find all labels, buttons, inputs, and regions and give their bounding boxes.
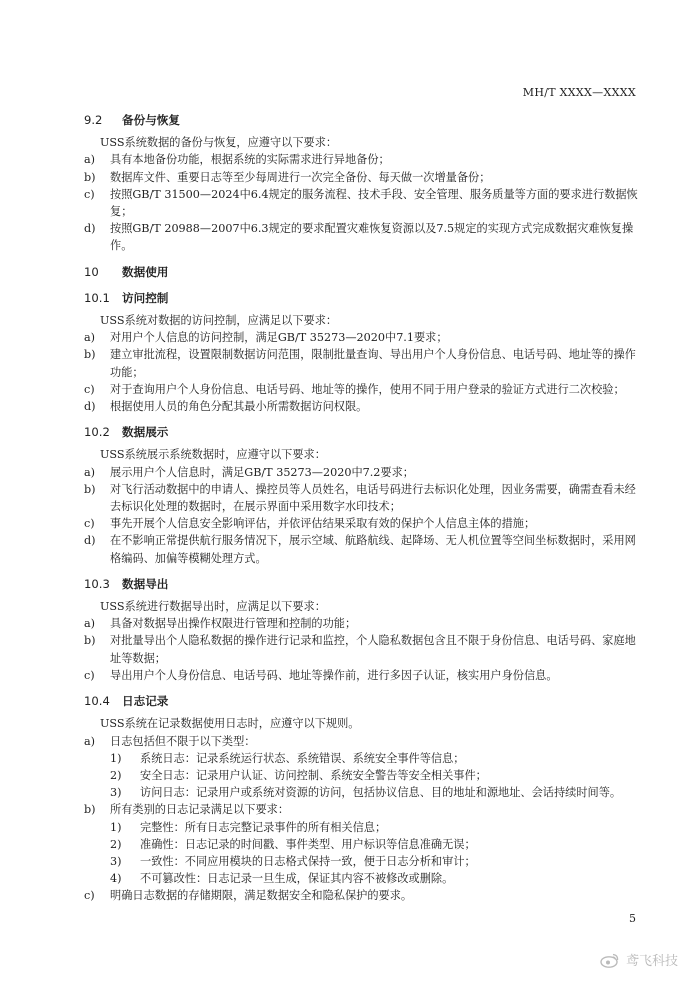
list-item-text: 明确日志数据的存储期限，满足数据安全和隐私保护的要求。 bbox=[110, 889, 413, 903]
sub-list-item-text: 完整性：所有日志完整记录事件的所有相关信息； bbox=[140, 820, 387, 834]
list-item-label: a) bbox=[84, 153, 96, 167]
standard-code: MH/T XXXX—XXXX bbox=[522, 86, 636, 99]
section-title: 备份与恢复 bbox=[122, 113, 180, 127]
sub-list-item-label: 4) bbox=[110, 872, 122, 886]
sub-list-item-text: 准确性：日志记录的时间戳、事件类型、用户标识等信息准确无误； bbox=[140, 837, 476, 851]
section-title: 数据导出 bbox=[122, 576, 169, 591]
sub-list-item bbox=[84, 836, 644, 853]
list-item-text: 对飞行活动数据中的申请人、操控员等人员姓名，电话号码进行去标识化处理，因业务需要，确需查看未经去标识化处理的数据时，在展示界面中采用数字水印技术； bbox=[110, 482, 636, 514]
sub-list-item bbox=[84, 853, 644, 870]
section-number: 10 bbox=[84, 264, 99, 279]
list-item-text: 根据使用人员的角色分配其最小所需数据访问权限。 bbox=[110, 400, 368, 414]
list-item bbox=[84, 632, 644, 666]
list-item-text: 具有本地备份功能，根据系统的实际需求进行异地备份； bbox=[110, 153, 390, 167]
section-heading bbox=[84, 112, 644, 129]
list-item bbox=[84, 532, 644, 566]
list-item-text: 对于查询用户个人身份信息、电话号码、地址等的操作，使用不同于用户登录的验证方式进行二次校验； bbox=[110, 382, 625, 396]
list-item-label: c) bbox=[84, 187, 95, 201]
list-item-label: d) bbox=[84, 534, 96, 548]
list-item bbox=[84, 329, 644, 346]
list-item bbox=[84, 887, 644, 904]
list-item bbox=[84, 801, 644, 818]
list-item-label: d) bbox=[84, 400, 96, 414]
list-item-label: a) bbox=[84, 465, 96, 479]
section-intro: USS系统展示系统数据时，应遵守以下要求： bbox=[100, 448, 326, 462]
section-heading bbox=[84, 424, 644, 441]
sub-list-item bbox=[84, 784, 644, 801]
sub-list-item-text: 不可篡改性：日志记录一旦生成，保证其内容不被修改或删除。 bbox=[140, 872, 454, 886]
list-item bbox=[84, 346, 644, 380]
list-item-text: 导出用户个人身份信息、电话号码、地址等操作前，进行多因子认证，核实用户身份信息。 bbox=[110, 668, 558, 682]
section-intro: USS系统在记录数据使用日志时，应遵守以下规则。 bbox=[100, 717, 360, 731]
list-item-label: a) bbox=[84, 734, 96, 748]
sub-list-item bbox=[84, 870, 644, 887]
section-heading bbox=[84, 693, 644, 710]
list-item-label: b) bbox=[84, 803, 96, 817]
sub-list-item-label: 2) bbox=[110, 768, 122, 782]
section-intro: USS系统进行数据导出时，应满足以下要求： bbox=[100, 600, 326, 614]
section-intro: USS系统数据的备份与恢复，应遵守以下要求： bbox=[100, 136, 338, 150]
sub-list-item-label: 1) bbox=[110, 751, 122, 765]
list-item bbox=[84, 733, 644, 750]
sub-list-item-text: 安全日志：记录用户认证、访问控制、系统安全警告等安全相关事件； bbox=[140, 768, 487, 782]
section-number: 9.2 bbox=[84, 113, 103, 127]
list-item-text: 对批量导出个人隐私数据的操作进行记录和监控，个人隐私数据包含且不限于身份信息、电话号码、家庭地址等数据； bbox=[110, 634, 636, 665]
list-item-text: 建立审批流程，设置限制数据访问范围，限制批量查询、导出用户个人身份信息、电话号码、地址等的操作功能； bbox=[110, 348, 636, 379]
section-title: 数据展示 bbox=[122, 425, 169, 440]
list-item-label: b) bbox=[84, 482, 96, 496]
section-number: 10.4 bbox=[84, 694, 110, 709]
list-item-label: c) bbox=[84, 517, 95, 531]
section-heading bbox=[84, 264, 644, 281]
list-item-text: 事先开展个人信息安全影响评估，并依评估结果采取有效的保护个人信息主体的措施； bbox=[110, 517, 536, 531]
list-item-text: 展示用户个人信息时，满足GB/T 35273—2020中7.2要求； bbox=[110, 465, 414, 479]
list-item-text: 在不影响正常提供航行服务情况下，展示空域、航路航线、起降场、无人机位置等空间坐标数据时，采用网格编码、加偏等模糊处理方式。 bbox=[110, 534, 636, 565]
sub-list-item-label: 3) bbox=[110, 786, 122, 800]
sub-list-item-text: 系统日志：记录系统运行状态、系统错误、系统安全事件等信息； bbox=[140, 751, 465, 765]
list-item-text: 具备对数据导出操作权限进行管理和控制的功能； bbox=[110, 617, 357, 631]
list-item bbox=[84, 481, 644, 515]
list-item bbox=[84, 186, 644, 220]
sub-list-item-text: 访问日志：记录用户或系统对资源的访问，包括协议信息、目的地址和源地址、会话持续时间等。 bbox=[140, 786, 622, 800]
sub-list-item-label: 3) bbox=[110, 854, 122, 868]
list-item bbox=[84, 515, 644, 532]
list-item-text: 对用户个人信息的访问控制，满足GB/T 35273—2020中7.1要求； bbox=[110, 331, 448, 345]
watermark bbox=[600, 950, 678, 969]
section-title: 访问控制 bbox=[122, 290, 169, 305]
document-body bbox=[84, 112, 644, 905]
section-heading bbox=[84, 290, 644, 307]
watermark-text: 鸢飞科技 bbox=[625, 954, 678, 969]
list-item bbox=[84, 615, 644, 632]
list-item-text: 所有类别的日志记录满足以下要求： bbox=[110, 803, 290, 817]
list-item bbox=[84, 220, 644, 254]
list-item-label: a) bbox=[84, 331, 96, 345]
section-title: 数据使用 bbox=[122, 264, 169, 279]
list-item-text: 数据库文件、重要日志等至少每周进行一次完全备份、每天做一次增量备份； bbox=[110, 170, 491, 184]
list-item-text: 日志包括但不限于以下类型： bbox=[110, 734, 256, 748]
list-item-label: c) bbox=[84, 668, 95, 682]
section-number: 10.1 bbox=[84, 290, 110, 305]
list-item bbox=[84, 169, 644, 186]
list-item-text: 按照GB/T 31500—2024中6.4规定的服务流程、技术手段、安全管理、服务质量等方面的要求进行数据恢复； bbox=[110, 187, 638, 219]
section-number: 10.2 bbox=[84, 425, 110, 440]
list-item bbox=[84, 151, 644, 168]
section-heading bbox=[84, 576, 644, 593]
sub-list-item-label: 2) bbox=[110, 837, 122, 851]
list-item-label: b) bbox=[84, 170, 96, 184]
list-item bbox=[84, 398, 644, 415]
list-item-label: c) bbox=[84, 382, 95, 396]
sub-list-item-label: 1) bbox=[110, 820, 122, 834]
sub-list-item bbox=[84, 819, 644, 836]
list-item bbox=[84, 464, 644, 481]
weibo-icon bbox=[600, 952, 620, 968]
list-item bbox=[84, 381, 644, 398]
list-item bbox=[84, 667, 644, 684]
sub-list-item bbox=[84, 750, 644, 767]
list-item-label: a) bbox=[84, 617, 96, 631]
list-item-label: b) bbox=[84, 348, 96, 362]
section-intro: USS系统对数据的访问控制，应满足以下要求： bbox=[100, 314, 338, 328]
section-title: 日志记录 bbox=[122, 694, 169, 709]
sub-list-item-text: 一致性：不同应用模块的日志格式保持一致，便于日志分析和审计； bbox=[140, 854, 476, 868]
list-item-label: d) bbox=[84, 222, 96, 236]
page-number: 5 bbox=[629, 912, 636, 925]
sub-list-item bbox=[84, 767, 644, 784]
list-item-label: c) bbox=[84, 889, 95, 903]
list-item-label: b) bbox=[84, 634, 96, 648]
section-number: 10.3 bbox=[84, 576, 110, 591]
list-item-text: 按照GB/T 20988—2007中6.3规定的要求配置灾难恢复资源以及7.5规定的实现方式完成数据灾难恢复操作。 bbox=[110, 222, 634, 253]
